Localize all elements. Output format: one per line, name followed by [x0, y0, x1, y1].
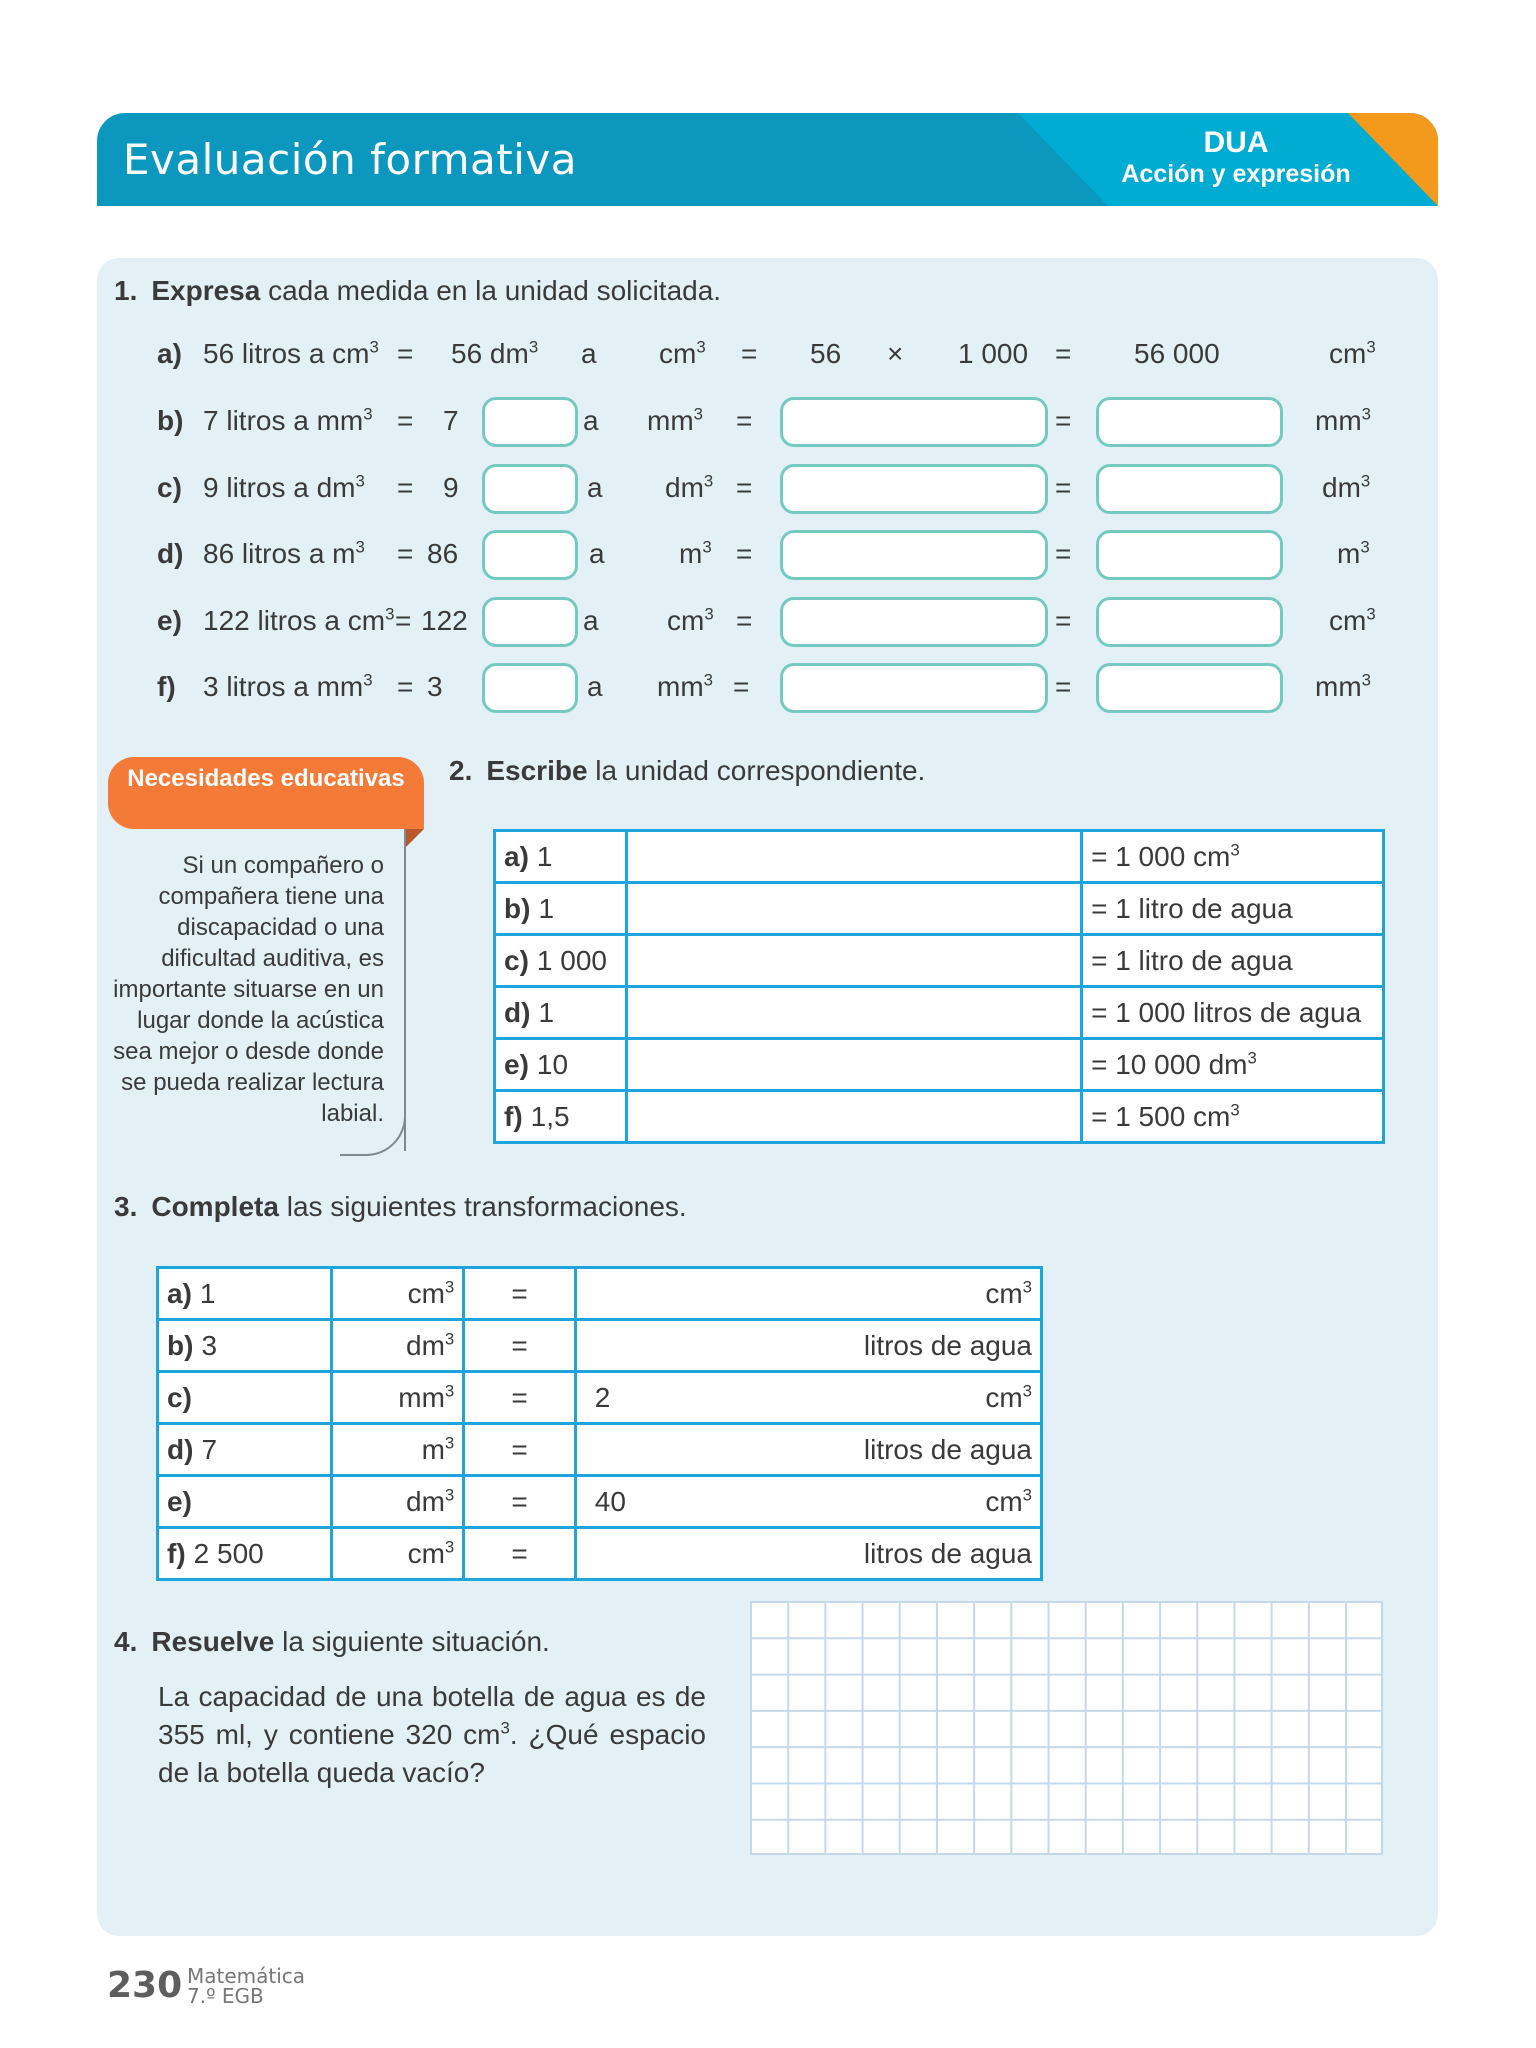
- a-connector: a: [587, 472, 603, 503]
- row-unit: $mm^3$: [657, 670, 713, 702]
- question-number: 1.: [114, 275, 138, 306]
- row-label: c): [157, 472, 182, 503]
- question-2-title: [449, 755, 925, 787]
- question-number: 3.: [114, 1191, 138, 1222]
- factor-1: 56: [810, 338, 842, 369]
- row-value: 3: [427, 671, 443, 702]
- unit-cell: $m^3$: [331, 1424, 464, 1476]
- equals-cell: =: [464, 1320, 576, 1372]
- row-value-cell: c) 1 000: [495, 935, 627, 987]
- final-unit: $mm^3$: [1315, 670, 1371, 702]
- question-4-title: [114, 1626, 550, 1658]
- times-sign: ×: [887, 338, 904, 369]
- a-connector: a: [583, 605, 599, 636]
- note-border: [404, 829, 406, 1151]
- row-source: 9 litros a $dm^3$: [203, 471, 365, 503]
- answer-cell[interactable]: [626, 883, 1081, 935]
- row-value-cell[interactable]: d) 7: [158, 1424, 332, 1476]
- question-text: la siguiente situación.: [274, 1626, 550, 1657]
- unit-table: [493, 829, 1385, 1144]
- equivalence-cell: = 1 000 litros de agua: [1082, 987, 1384, 1039]
- table-row: [158, 1424, 1042, 1476]
- equals: =: [736, 538, 753, 569]
- q1-row-c: [97, 464, 1438, 514]
- row-value-cell: b) 1: [495, 883, 627, 935]
- result-input-box[interactable]: [1096, 597, 1283, 647]
- equals-cell: =: [464, 1528, 576, 1580]
- row-value-cell: a) 1: [495, 831, 627, 883]
- dua-badge: [1116, 127, 1356, 189]
- question-text: la unidad correspondiente.: [587, 755, 926, 786]
- question-text: las siguientes transformaciones.: [278, 1191, 687, 1222]
- row-value-cell[interactable]: a) 1: [158, 1268, 332, 1320]
- equals: =: [397, 338, 414, 369]
- row-source: 56 litros a $cm^3$: [203, 337, 379, 369]
- result-input-box[interactable]: [1096, 397, 1283, 447]
- row-label: d): [157, 538, 184, 569]
- final-unit: $mm^3$: [1315, 404, 1371, 436]
- unit-cell: $cm^3$: [331, 1268, 464, 1320]
- q1-row-b: [97, 397, 1438, 447]
- q1-row-d: [97, 530, 1438, 580]
- unit-input-box[interactable]: [482, 663, 578, 713]
- equals: =: [397, 405, 414, 436]
- answer-cell[interactable]: [626, 831, 1081, 883]
- answer-cell[interactable]: [626, 987, 1081, 1039]
- row-unit: $m^3$: [679, 537, 712, 569]
- unit-cell: $dm^3$: [331, 1476, 464, 1528]
- row-value-cell[interactable]: c): [158, 1372, 332, 1424]
- equals-cell: =: [464, 1372, 576, 1424]
- operation-input-box[interactable]: [780, 397, 1048, 447]
- row-label: a): [157, 338, 182, 369]
- question-number: 4.: [114, 1626, 138, 1657]
- row-unit: $cm^3$: [659, 337, 706, 369]
- note-header: Necesidades educativas: [108, 757, 424, 829]
- row-unit: $cm^3$: [667, 604, 714, 636]
- equivalence-cell: = 10 000 $dm^3$: [1082, 1039, 1384, 1091]
- a-connector: a: [583, 405, 599, 436]
- equivalence-cell: = 1 500 $cm^3$: [1082, 1091, 1384, 1143]
- result-input-box[interactable]: [1096, 530, 1283, 580]
- row-value: 86: [427, 538, 459, 569]
- equals: =: [1055, 405, 1072, 436]
- dua-title: DUA: [1203, 126, 1269, 159]
- transformation-table: [156, 1266, 1043, 1581]
- unit-input-box[interactable]: [482, 397, 578, 447]
- row-source: 86 litros a $m^3$: [203, 537, 365, 569]
- row-label: f): [157, 671, 176, 702]
- result-input-box[interactable]: [1096, 663, 1283, 713]
- unit-cell: $cm^3$: [331, 1528, 464, 1580]
- equals: =: [1055, 338, 1072, 369]
- table-row: [495, 831, 1384, 883]
- unit-input-box[interactable]: [482, 597, 578, 647]
- problem-statement: La capacidad de una botella de agua es de 355 ml, y contiene 320 $cm^3$. ¿Qué espacio de la botella queda vacío?: [158, 1681, 707, 1788]
- question-verb: Expresa: [151, 275, 261, 306]
- table-row: [495, 987, 1384, 1039]
- unit-input-box[interactable]: [482, 530, 578, 580]
- result-input-box[interactable]: [1096, 464, 1283, 514]
- row-value-cell: d) 1: [495, 987, 627, 1039]
- question-verb: Completa: [151, 1191, 279, 1222]
- table-row: [158, 1528, 1042, 1580]
- question-text: cada medida en la unidad solicitada.: [260, 275, 722, 306]
- q1-row-a: [97, 330, 1438, 380]
- operation-input-box[interactable]: [780, 530, 1048, 580]
- answer-cell[interactable]: [626, 1039, 1081, 1091]
- row-value-cell: e) 10: [495, 1039, 627, 1091]
- a-connector: a: [587, 671, 603, 702]
- equals: =: [397, 671, 414, 702]
- row-value: 56 $dm^3$: [451, 337, 539, 369]
- question-1-title: [114, 275, 721, 307]
- unit-cell: $dm^3$: [331, 1320, 464, 1372]
- equals: =: [1055, 605, 1072, 636]
- operation-input-box[interactable]: [780, 464, 1048, 514]
- row-value-cell: f) 1,5: [495, 1091, 627, 1143]
- row-result: 56 000: [1134, 338, 1220, 369]
- grade: 7.º EGB: [187, 1984, 264, 2008]
- question-verb: Escribe: [486, 755, 588, 786]
- result-cell[interactable]: 40 $cm^3$: [575, 1476, 1041, 1528]
- row-label: b): [157, 405, 184, 436]
- equals: =: [1055, 671, 1072, 702]
- equals: =: [1055, 538, 1072, 569]
- table-row: [158, 1320, 1042, 1372]
- q1-row-f: [97, 663, 1438, 713]
- note-text: Si un compañero o compañera tiene una discapacidad o una dificultad auditiva, es importante situarse en un lugar donde la acústica sea mejor o desde donde se pueda realizar lectura labial.: [113, 852, 384, 1127]
- result-cell[interactable]: litros de agua: [575, 1424, 1041, 1476]
- factor-2: 1 000: [958, 338, 1029, 369]
- table-row: [158, 1476, 1042, 1528]
- table-row: [495, 1039, 1384, 1091]
- equals: =: [733, 671, 750, 702]
- equivalence-cell: = 1 litro de agua: [1082, 935, 1384, 987]
- equals: =: [1055, 472, 1072, 503]
- section-title: Evaluación formativa: [123, 135, 577, 184]
- unit-input-box[interactable]: [482, 464, 578, 514]
- book-info: [187, 1966, 305, 2006]
- final-unit: $m^3$: [1337, 537, 1370, 569]
- row-value: 7: [443, 405, 459, 436]
- unit-cell: $mm^3$: [331, 1372, 464, 1424]
- answer-grid[interactable]: [750, 1601, 1383, 1855]
- equals: =: [395, 605, 412, 636]
- result-cell[interactable]: 2 $cm^3$: [575, 1372, 1041, 1424]
- row-value-cell[interactable]: f) 2 500: [158, 1528, 332, 1580]
- question-3-title: [114, 1191, 687, 1223]
- row-value: 9: [443, 472, 459, 503]
- equals: =: [397, 538, 414, 569]
- equals: =: [736, 405, 753, 436]
- row-value: 122: [421, 605, 468, 636]
- equals: =: [741, 338, 758, 369]
- table-row: [158, 1372, 1042, 1424]
- result-cell[interactable]: $cm^3$: [575, 1268, 1041, 1320]
- a-connector: a: [581, 338, 597, 369]
- row-value-cell[interactable]: e): [158, 1476, 332, 1528]
- final-unit: $cm^3$: [1329, 337, 1376, 369]
- row-source: 7 litros a $mm^3$: [203, 404, 373, 436]
- subject: Matemática: [187, 1964, 306, 1988]
- final-unit: $dm^3$: [1322, 471, 1371, 503]
- operation-input-box[interactable]: [780, 663, 1048, 713]
- row-source: 3 litros a $mm^3$: [203, 670, 373, 702]
- table-row: [495, 935, 1384, 987]
- result-cell[interactable]: litros de agua: [575, 1528, 1041, 1580]
- row-unit: $dm^3$: [665, 471, 714, 503]
- row-value-cell[interactable]: b) 3: [158, 1320, 332, 1372]
- question-verb: Resuelve: [151, 1626, 275, 1657]
- section-header: [97, 113, 1438, 206]
- answer-cell[interactable]: [626, 935, 1081, 987]
- dua-subtitle: Acción y expresión: [1121, 160, 1351, 188]
- a-connector: a: [589, 538, 605, 569]
- equivalence-cell: = 1 000 $cm^3$: [1082, 831, 1384, 883]
- equals-cell: =: [464, 1268, 576, 1320]
- equals-cell: =: [464, 1476, 576, 1528]
- row-unit: $mm^3$: [647, 404, 703, 436]
- final-unit: $cm^3$: [1329, 604, 1376, 636]
- result-cell[interactable]: litros de agua: [575, 1320, 1041, 1372]
- row-source: 122 litros a $cm^3$: [203, 604, 395, 636]
- equivalence-cell: = 1 litro de agua: [1082, 883, 1384, 935]
- page-number: 230: [107, 1965, 183, 2006]
- q1-row-e: [97, 597, 1438, 647]
- equals: =: [736, 472, 753, 503]
- row-label: e): [157, 605, 182, 636]
- table-row: [495, 1091, 1384, 1143]
- table-row: [158, 1268, 1042, 1320]
- equals: =: [736, 605, 753, 636]
- question-number: 2.: [449, 755, 473, 786]
- equals: =: [397, 472, 414, 503]
- operation-input-box[interactable]: [780, 597, 1048, 647]
- answer-cell[interactable]: [626, 1091, 1081, 1143]
- table-row: [495, 883, 1384, 935]
- equals-cell: =: [464, 1424, 576, 1476]
